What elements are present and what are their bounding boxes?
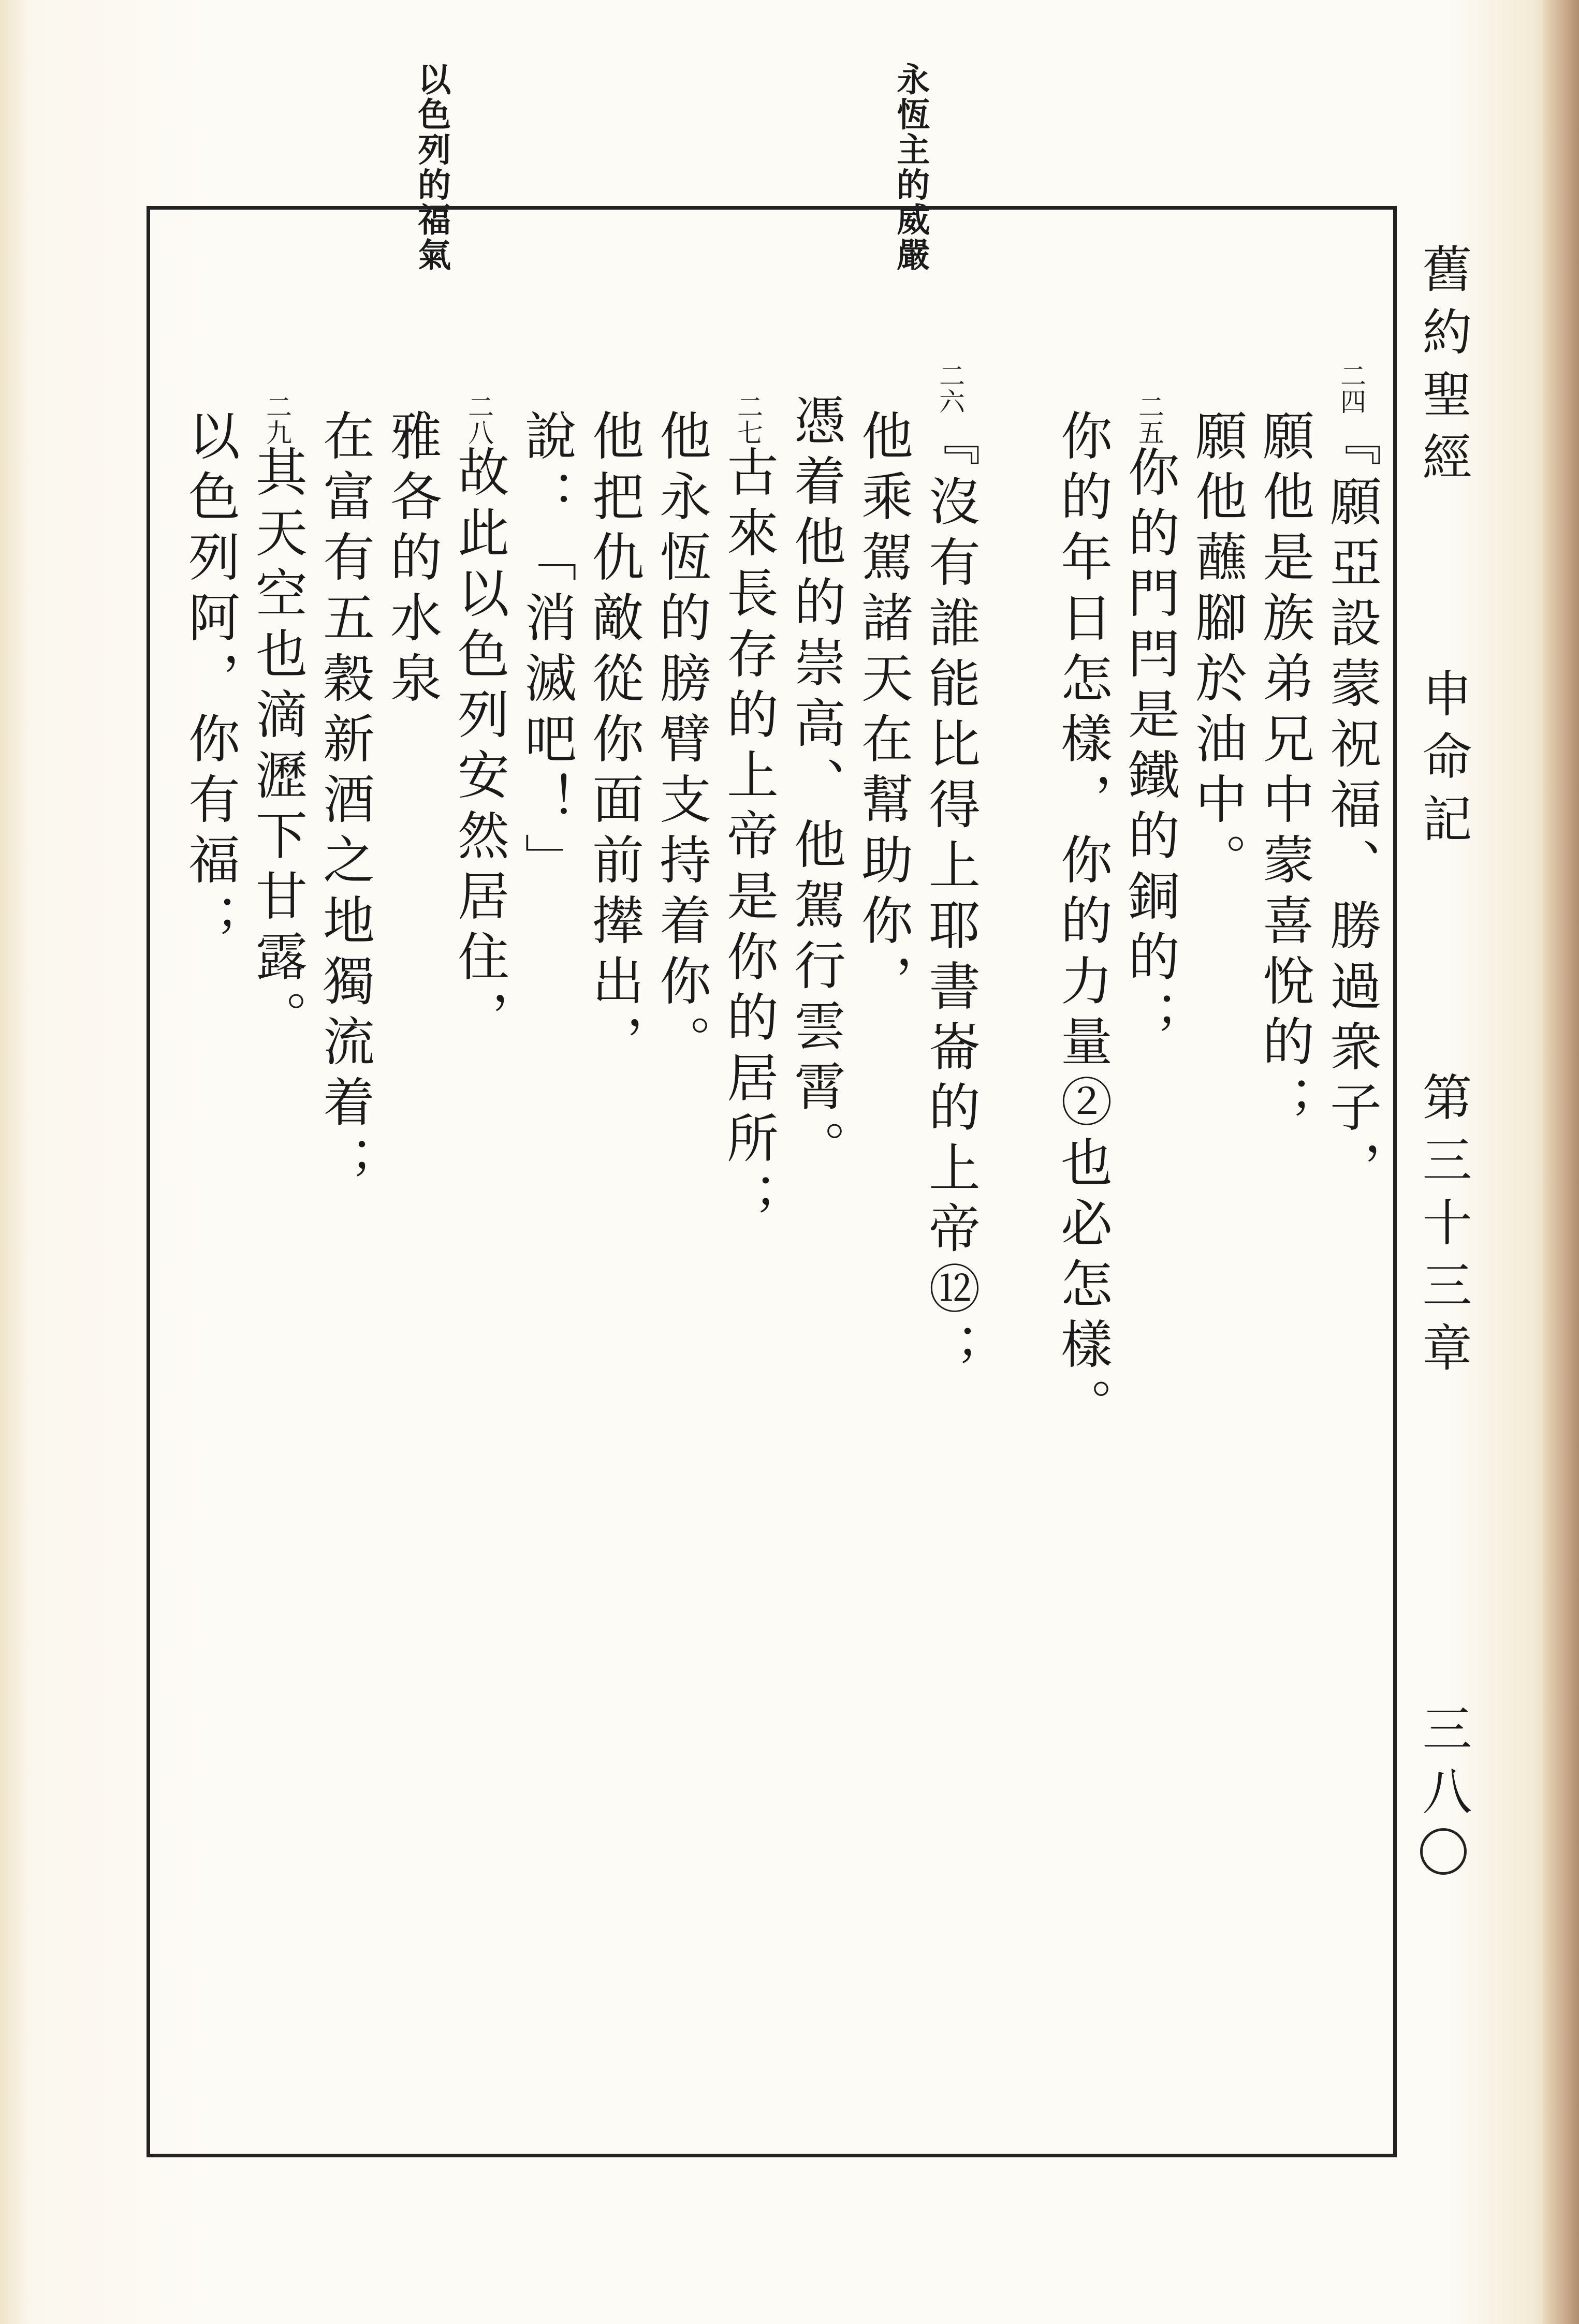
verse-27-line-4: 說：「消滅吧！」 xyxy=(516,409,577,893)
verse-number: 二九 xyxy=(262,393,292,445)
page-number-circle xyxy=(1420,1828,1467,1875)
verse-text: 古來長存的上帝是你的居所； xyxy=(718,445,779,1232)
verse-24-line-3: 願他蘸腳於油中。 xyxy=(1187,409,1247,893)
verse-number: 二五 xyxy=(1134,393,1164,445)
verse-28-line-2: 雅各的水泉 xyxy=(382,409,442,712)
book-title: 舊約聖經 xyxy=(1414,243,1472,494)
verse-text: 故此以色列安然居住， xyxy=(449,445,509,1051)
verse-text: 你的門閂是鐵的銅的； xyxy=(1119,445,1180,1051)
verse-27-line-2: 他永恆的膀臂支持着你。 xyxy=(651,409,711,1075)
verse-number: 二七 xyxy=(733,393,763,445)
verse-26-line-1 xyxy=(920,362,981,1383)
margin-note-blessing: 以色列的福氣 xyxy=(412,62,451,273)
page-number xyxy=(1414,1703,1472,1875)
verse-text: 『願亞設蒙祝福、勝過衆子， xyxy=(1321,414,1382,1201)
verse-29-line-1 xyxy=(247,393,308,1051)
verse-27-line-1 xyxy=(718,393,779,1232)
page-edge xyxy=(1543,0,1579,2324)
verse-25-line-2: 你的年日怎樣，你的力量②也必怎樣。 xyxy=(1052,409,1113,1438)
verse-number: 二四 xyxy=(1336,362,1366,414)
verse-29-line-2: 以色列阿，你有福； xyxy=(180,409,240,954)
verse-26-line-2: 他乘駕諸天在幫助你， xyxy=(853,409,913,1014)
verse-28-line-3: 在富有五穀新酒之地獨流着； xyxy=(314,409,375,1196)
verse-24-line-2: 願他是族弟兄中蒙喜悅的； xyxy=(1254,409,1314,1136)
verse-28-line-1 xyxy=(449,393,509,1051)
verse-27-line-3: 他把仇敵從你面前撵出， xyxy=(583,409,644,1075)
chapter-heading: 第三十三章 xyxy=(1414,1071,1472,1385)
verse-24-line-1 xyxy=(1321,362,1382,1201)
verse-text: 其天空也滴瀝下甘露。 xyxy=(247,445,308,1051)
verse-number: 二八 xyxy=(464,393,494,445)
verse-25-line-1 xyxy=(1119,393,1180,1051)
verse-number: 二六 xyxy=(935,362,965,414)
margin-note-majesty: 永恆主的威嚴 xyxy=(891,62,930,273)
verse-text: 憑着他的崇高、他駕行雲霄。 xyxy=(785,393,846,1181)
page-number-text: 三八 xyxy=(1414,1703,1472,1828)
book-name: 申命記 xyxy=(1414,668,1472,856)
verse-text: 『沒有誰能比得上耶書崙的上帝⑫； xyxy=(920,414,981,1383)
verse-26-line-3 xyxy=(785,393,846,1181)
